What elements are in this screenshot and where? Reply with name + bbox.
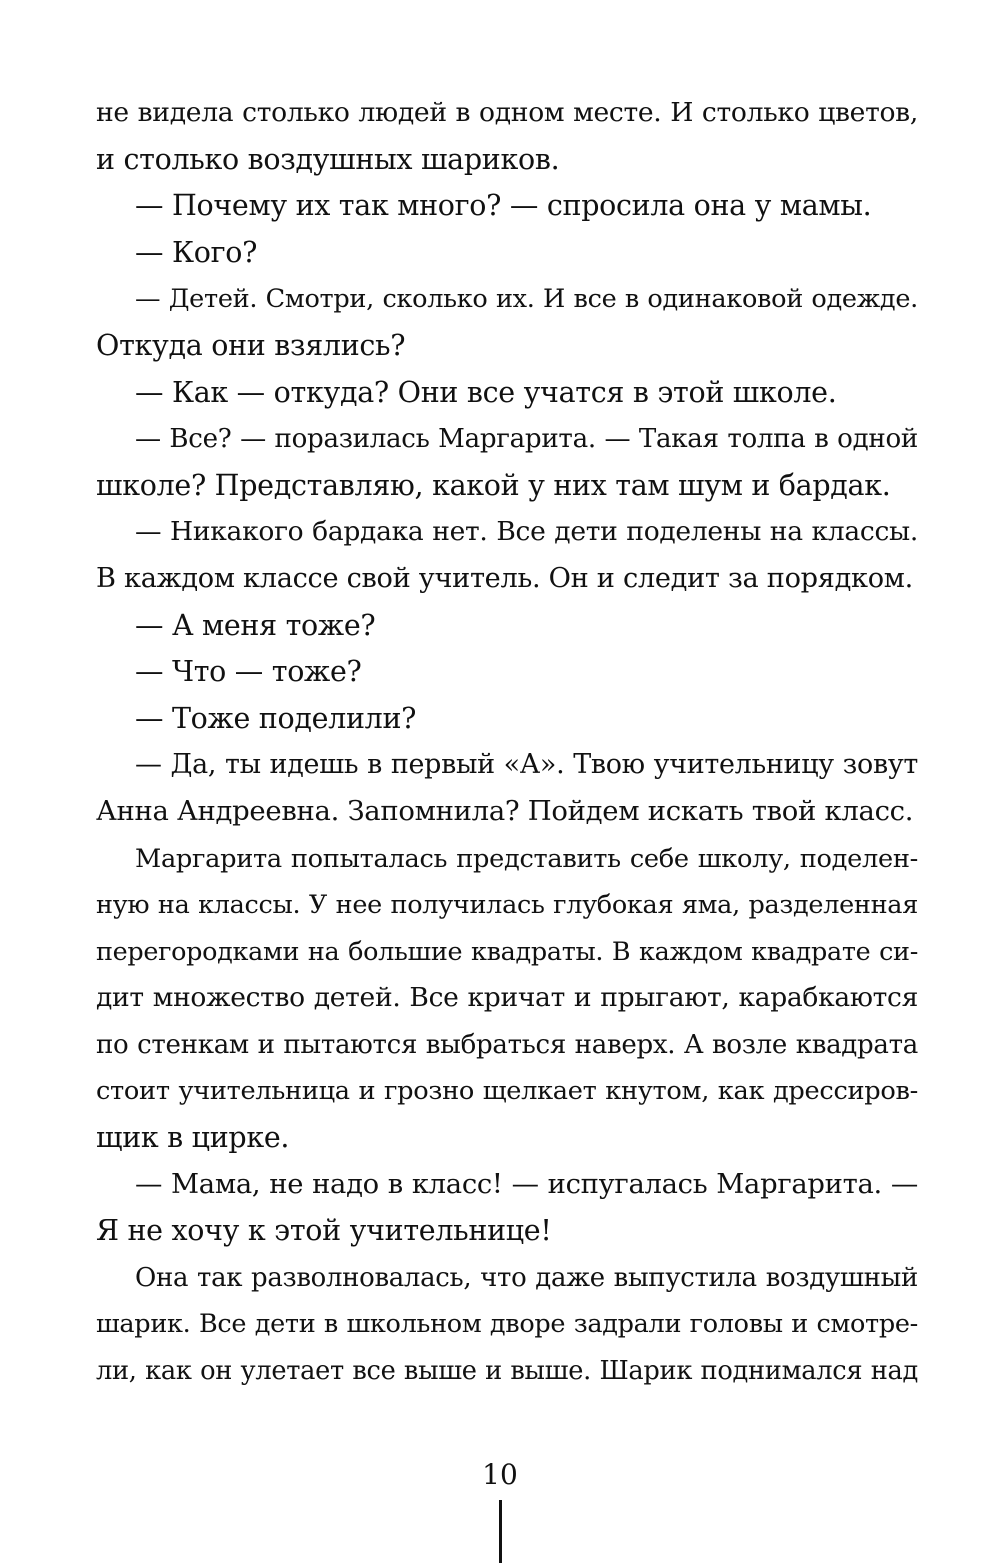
text-line: по стенкам и пытаются выбраться наверх. А возле квадрата (96, 1029, 918, 1060)
text-line: ли, как он улетает все выше и выше. Шарик поднимался над (96, 1356, 918, 1387)
text-line: Анна Андреевна. Запомнила? Пойдем искать твой класс. (96, 795, 914, 827)
text-line: Я не хочу к этой учительнице! (96, 1214, 552, 1248)
text-line: Откуда они взялись? (96, 328, 406, 362)
text-line: Она так разволновалась, что даже выпустила воздушный (135, 1262, 918, 1293)
text-line: — Как — откуда? Они все учатся в этой школе. (135, 375, 837, 409)
body-text (96, 90, 918, 1395)
text-line: перегородками на большие квадраты. В каждом квадрате си- (96, 936, 918, 967)
text-line: — Детей. Смотри, сколько их. И все в одинаковой одежде. (135, 284, 918, 315)
text-line: Маргарита попыталась представить себе школу, поделен- (135, 843, 918, 874)
page-number-rule (499, 1500, 502, 1563)
text-line: — Да, ты идешь в первый «А». Твою учительницу зовут (135, 749, 918, 781)
text-line: шарик. Все дети в школьном дворе задрали головы и смотре- (96, 1309, 918, 1340)
text-line: школе? Представляю, какой у них там шум и бардак. (96, 468, 891, 502)
text-line: — Что — тоже? (135, 655, 362, 689)
text-line: дит множество детей. Все кричат и прыгают, карабкаются (96, 982, 918, 1014)
text-line: — Тоже поделили? (135, 701, 417, 735)
text-line: — Все? — поразилась Маргарита. — Такая толпа в одной (135, 424, 918, 455)
page-number: 10 (482, 1458, 518, 1491)
text-line: — Кого? (135, 235, 258, 269)
text-line: стоит учительница и грозно щелкает кнутом, как дрессиров- (96, 1076, 918, 1107)
text-line: и столько воздушных шариков. (96, 142, 560, 176)
text-line: — Мама, не надо в класс! — испугалась Маргарита. — (135, 1168, 918, 1200)
text-line: щик в цирке. (96, 1121, 290, 1155)
text-line: не видела столько людей в одном месте. И столько цветов, (96, 97, 918, 128)
text-line: — Никакого бардака нет. Все дети поделены на классы. (135, 516, 918, 548)
text-line: В каждом классе свой учитель. Он и следит за порядком. (96, 562, 913, 594)
text-line: — А меня тоже? (135, 608, 376, 642)
text-line: ную на классы. У нее получилась глубокая яма, разделенная (96, 890, 918, 921)
text-line: — Почему их так много? — спросила она у мамы. (135, 189, 872, 223)
